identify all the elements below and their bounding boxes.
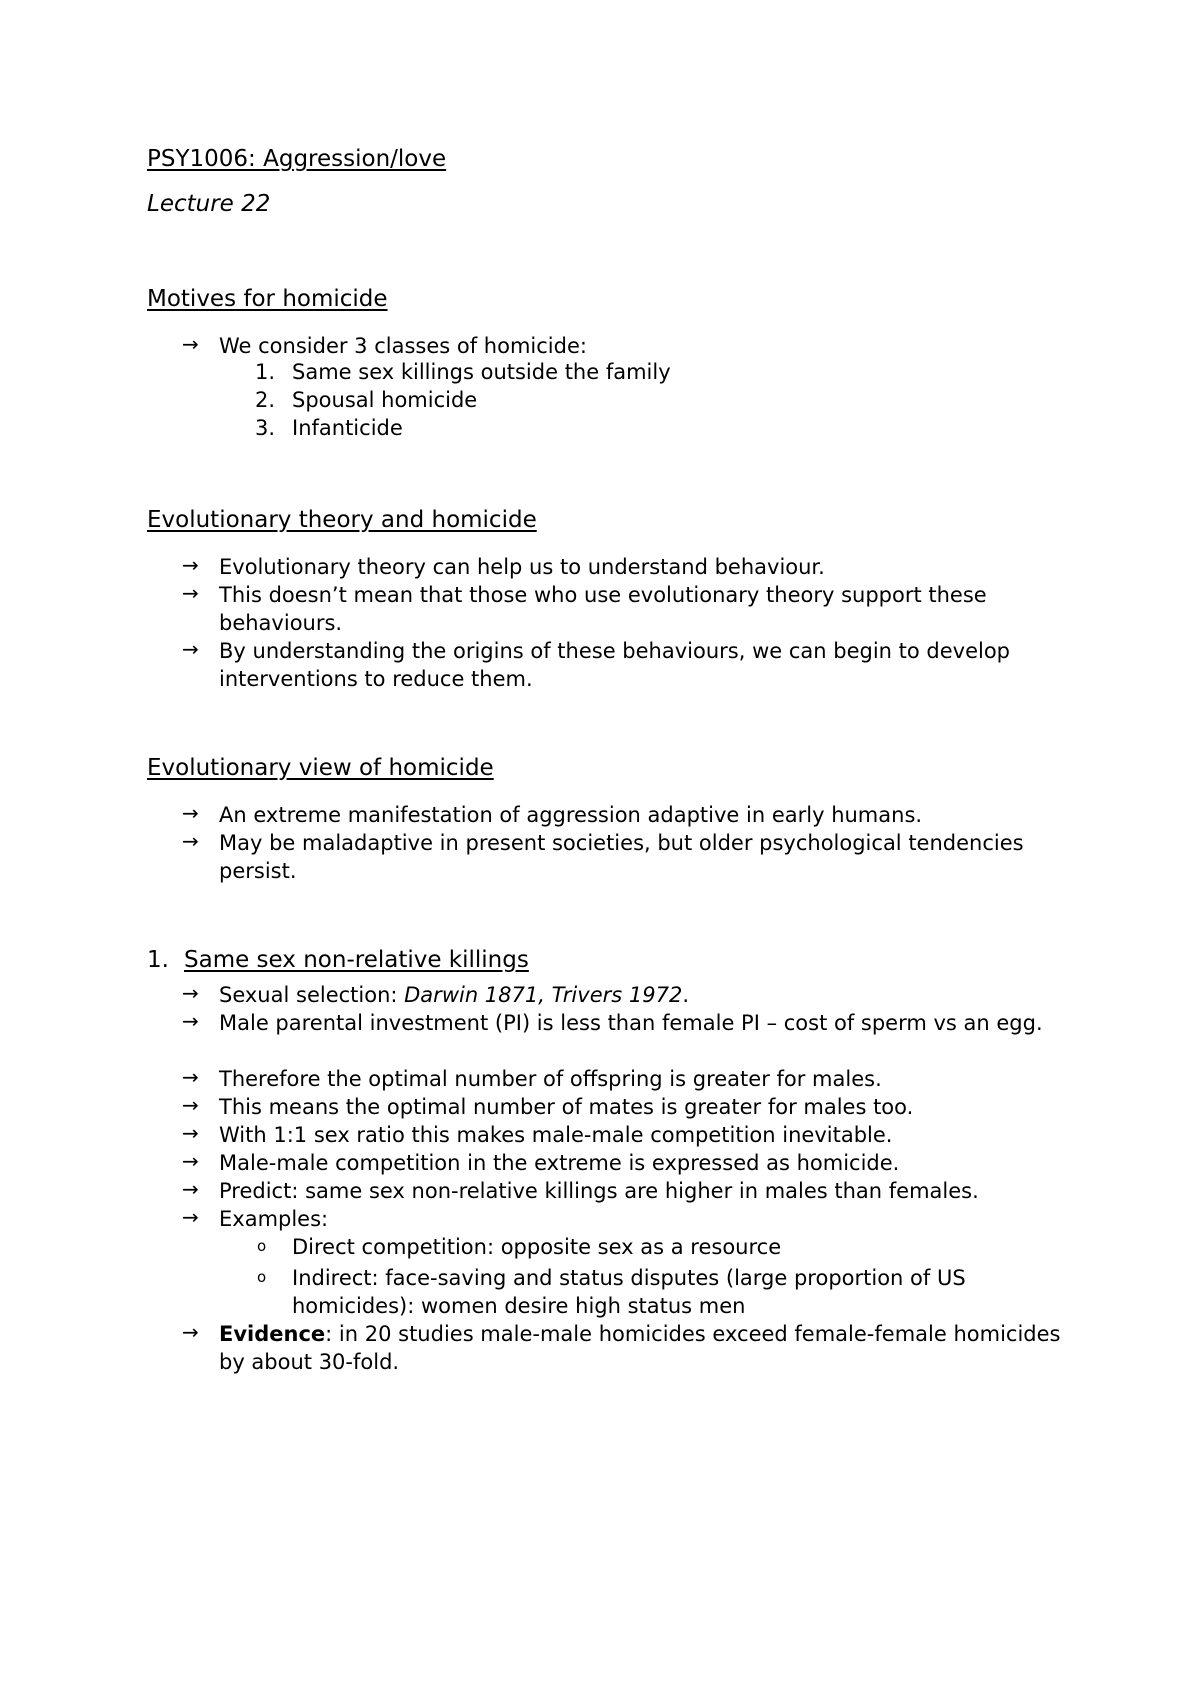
- bullet-text: We consider 3 classes of homicide:: [219, 334, 587, 358]
- evidence-text: : in 20 studies male-male homicides exceed female-female homicides by about 30-fold.: [219, 1322, 1061, 1374]
- circle-bullet-icon: o: [257, 1237, 267, 1255]
- bullet-text: Evolutionary theory can help us to understand behaviour.: [219, 555, 825, 579]
- bullet-text: [219, 981, 1069, 1009]
- arrow-icon: →: [182, 1093, 199, 1117]
- section-heading-evolutionary-theory: Evolutionary theory and homicide: [147, 507, 537, 533]
- arrow-icon: →: [182, 1121, 199, 1145]
- evidence-label: Evidence: [219, 1322, 326, 1346]
- circle-bullet-icon: o: [257, 1268, 267, 1286]
- bullet-text: [219, 1320, 1069, 1376]
- sub-bullet-text: Indirect: face-saving and status disputes (large proportion of US homicides): women desire high status men: [292, 1266, 966, 1318]
- item-number: 2.: [255, 388, 276, 412]
- item-number: 1.: [255, 360, 276, 384]
- bullet-text: May be maladaptive in present societies, but older psychological tendencies persist.: [219, 831, 1024, 883]
- citation-refs: Darwin 1871, Trivers 1972: [404, 983, 683, 1007]
- section-number: 1.: [147, 947, 169, 973]
- item-text: Spousal homicide: [292, 388, 478, 412]
- arrow-icon: →: [182, 637, 199, 661]
- section-heading-motives: Motives for homicide: [147, 286, 388, 312]
- bullet-text: Male parental investment (PI) is less than female PI – cost of sperm vs an egg.: [219, 1011, 1043, 1035]
- arrow-icon: →: [182, 1320, 199, 1344]
- bullet-text: By understanding the origins of these behaviours, we can begin to develop interventions to reduce them.: [219, 639, 1011, 691]
- arrow-icon: →: [182, 553, 199, 577]
- doc-title: PSY1006: Aggression/love: [147, 146, 447, 172]
- bullet-text: Therefore the optimal number of offspring is greater for males.: [219, 1067, 882, 1091]
- arrow-icon: →: [182, 1205, 199, 1229]
- item-text: Same sex killings outside the family: [292, 360, 671, 384]
- bullet-text: An extreme manifestation of aggression adaptive in early humans.: [219, 803, 923, 827]
- arrow-icon: →: [182, 581, 199, 605]
- bullet-text: This doesn’t mean that those who use evolutionary theory support these behaviours.: [219, 583, 987, 635]
- sub-bullet-text: Direct competition: opposite sex as a resource: [292, 1235, 782, 1259]
- bullet-text: With 1:1 sex ratio this makes male-male competition inevitable.: [219, 1123, 893, 1147]
- arrow-icon: →: [182, 332, 199, 356]
- item-text: Infanticide: [292, 416, 403, 440]
- arrow-icon: →: [182, 981, 199, 1005]
- item-number: 3.: [255, 416, 276, 440]
- bullet-text: Predict: same sex non-relative killings are higher in males than females.: [219, 1179, 979, 1203]
- section-heading-same-sex: Same sex non-relative killings: [184, 947, 529, 973]
- bullet-text: Examples:: [219, 1207, 329, 1231]
- arrow-icon: →: [182, 1065, 199, 1089]
- arrow-icon: →: [182, 1149, 199, 1173]
- arrow-icon: →: [182, 801, 199, 825]
- lecture-label: Lecture 22: [147, 191, 271, 217]
- bullet-text: Male-male competition in the extreme is expressed as homicide.: [219, 1151, 900, 1175]
- arrow-icon: →: [182, 1177, 199, 1201]
- section-heading-evolutionary-view: Evolutionary view of homicide: [147, 755, 494, 781]
- sexual-selection-prefix: Sexual selection:: [219, 983, 405, 1007]
- arrow-icon: →: [182, 1009, 199, 1033]
- sexual-selection-suffix: .: [682, 983, 689, 1007]
- arrow-icon: →: [182, 829, 199, 853]
- bullet-text: This means the optimal number of mates is greater for males too.: [219, 1095, 914, 1119]
